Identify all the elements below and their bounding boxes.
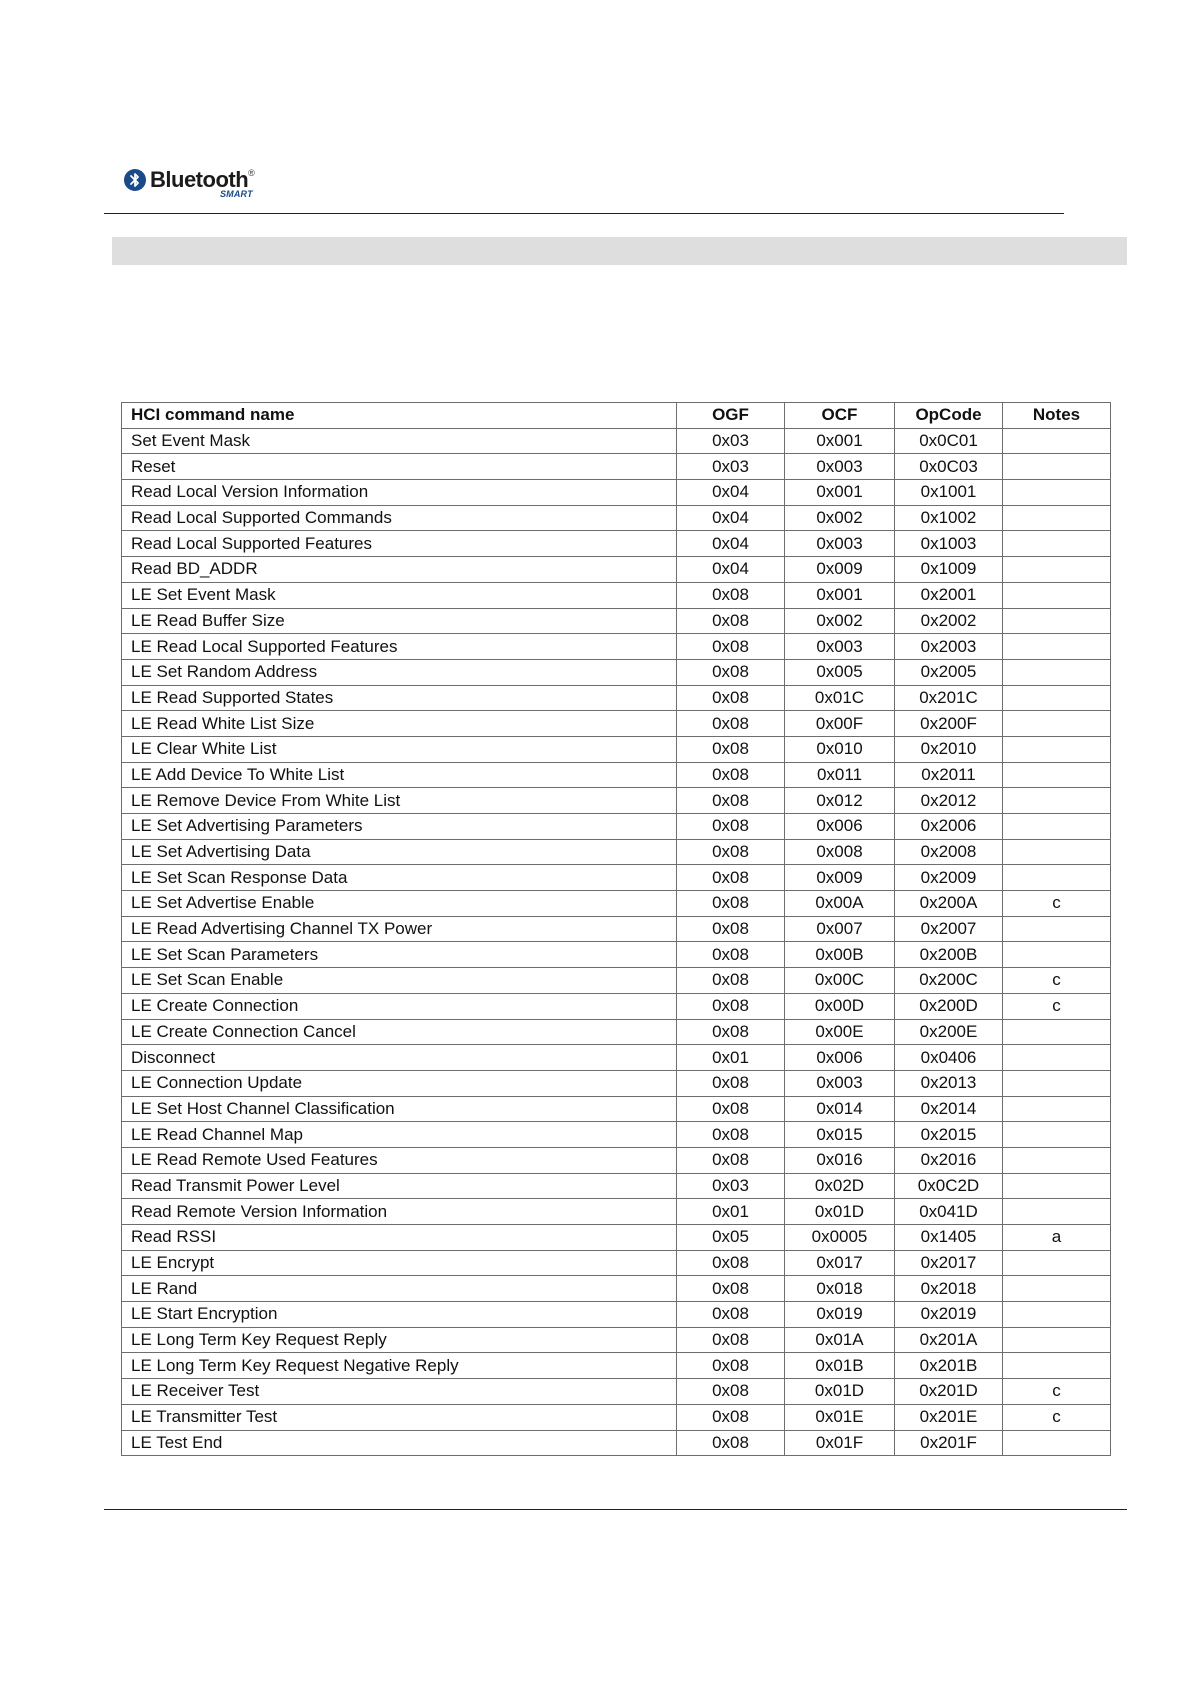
cell-ocf: 0x016 bbox=[785, 1147, 895, 1173]
cell-ogf: 0x08 bbox=[677, 1122, 785, 1148]
table-row bbox=[122, 942, 1111, 968]
cell-ocf: 0x00E bbox=[785, 1019, 895, 1045]
cell-ogf: 0x08 bbox=[677, 1019, 785, 1045]
table-row bbox=[122, 608, 1111, 634]
cell-ogf: 0x04 bbox=[677, 557, 785, 583]
logo-text: Bluetooth bbox=[150, 167, 249, 192]
cell-notes bbox=[1003, 531, 1111, 557]
table-row bbox=[122, 968, 1111, 994]
cell-ocf: 0x003 bbox=[785, 454, 895, 480]
cell-notes bbox=[1003, 736, 1111, 762]
cell-notes bbox=[1003, 1302, 1111, 1328]
table-row bbox=[122, 711, 1111, 737]
cell-ogf: 0x08 bbox=[677, 1430, 785, 1456]
cell-notes bbox=[1003, 454, 1111, 480]
table-row bbox=[122, 1379, 1111, 1405]
cell-command-name: Disconnect bbox=[122, 1045, 677, 1071]
cell-ocf: 0x007 bbox=[785, 916, 895, 942]
cell-notes bbox=[1003, 762, 1111, 788]
cell-notes bbox=[1003, 865, 1111, 891]
cell-ocf: 0x011 bbox=[785, 762, 895, 788]
table-row bbox=[122, 505, 1111, 531]
cell-notes bbox=[1003, 1199, 1111, 1225]
cell-notes bbox=[1003, 942, 1111, 968]
cell-notes bbox=[1003, 788, 1111, 814]
cell-command-name: LE Encrypt bbox=[122, 1250, 677, 1276]
cell-opcode: 0x0C03 bbox=[895, 454, 1003, 480]
header-divider bbox=[104, 213, 1064, 214]
cell-ocf: 0x0005 bbox=[785, 1225, 895, 1251]
cell-notes bbox=[1003, 608, 1111, 634]
cell-opcode: 0x2010 bbox=[895, 736, 1003, 762]
bluetooth-wordmark bbox=[150, 167, 255, 199]
cell-notes bbox=[1003, 1353, 1111, 1379]
table-row bbox=[122, 1173, 1111, 1199]
cell-command-name: LE Set Random Address bbox=[122, 659, 677, 685]
cell-command-name: LE Read Buffer Size bbox=[122, 608, 677, 634]
cell-ocf: 0x01E bbox=[785, 1404, 895, 1430]
cell-ocf: 0x00D bbox=[785, 993, 895, 1019]
cell-opcode: 0x2008 bbox=[895, 839, 1003, 865]
cell-ocf: 0x01A bbox=[785, 1327, 895, 1353]
cell-opcode: 0x1001 bbox=[895, 480, 1003, 506]
cell-command-name: LE Add Device To White List bbox=[122, 762, 677, 788]
section-heading-band bbox=[112, 237, 1127, 265]
cell-notes bbox=[1003, 685, 1111, 711]
cell-notes bbox=[1003, 1147, 1111, 1173]
cell-command-name: LE Set Scan Parameters bbox=[122, 942, 677, 968]
cell-command-name: Read RSSI bbox=[122, 1225, 677, 1251]
cell-opcode: 0x2007 bbox=[895, 916, 1003, 942]
logo-registered-mark: ® bbox=[248, 168, 255, 178]
cell-opcode: 0x201D bbox=[895, 1379, 1003, 1405]
cell-ocf: 0x002 bbox=[785, 608, 895, 634]
cell-command-name: Reset bbox=[122, 454, 677, 480]
cell-opcode: 0x200E bbox=[895, 1019, 1003, 1045]
cell-opcode: 0x0C01 bbox=[895, 428, 1003, 454]
cell-opcode: 0x2003 bbox=[895, 634, 1003, 660]
cell-ogf: 0x08 bbox=[677, 659, 785, 685]
cell-ocf: 0x017 bbox=[785, 1250, 895, 1276]
cell-opcode: 0x201A bbox=[895, 1327, 1003, 1353]
cell-opcode: 0x2016 bbox=[895, 1147, 1003, 1173]
cell-command-name: LE Read Supported States bbox=[122, 685, 677, 711]
cell-ogf: 0x08 bbox=[677, 1250, 785, 1276]
cell-notes bbox=[1003, 1019, 1111, 1045]
cell-command-name: LE Remove Device From White List bbox=[122, 788, 677, 814]
cell-ocf: 0x001 bbox=[785, 480, 895, 506]
cell-command-name: LE Read White List Size bbox=[122, 711, 677, 737]
cell-ogf: 0x08 bbox=[677, 1302, 785, 1328]
cell-ogf: 0x08 bbox=[677, 839, 785, 865]
cell-opcode: 0x2014 bbox=[895, 1096, 1003, 1122]
cell-ocf: 0x003 bbox=[785, 634, 895, 660]
table-row bbox=[122, 1276, 1111, 1302]
cell-ocf: 0x00F bbox=[785, 711, 895, 737]
cell-notes bbox=[1003, 1276, 1111, 1302]
cell-ocf: 0x009 bbox=[785, 865, 895, 891]
cell-opcode: 0x2001 bbox=[895, 582, 1003, 608]
cell-notes bbox=[1003, 480, 1111, 506]
cell-notes bbox=[1003, 1430, 1111, 1456]
cell-command-name: LE Long Term Key Request Negative Reply bbox=[122, 1353, 677, 1379]
table-row bbox=[122, 1045, 1111, 1071]
column-header-name: HCI command name bbox=[122, 403, 677, 429]
table-row bbox=[122, 814, 1111, 840]
table-row bbox=[122, 788, 1111, 814]
cell-notes bbox=[1003, 839, 1111, 865]
table-row bbox=[122, 1327, 1111, 1353]
cell-notes: c bbox=[1003, 1379, 1111, 1405]
cell-ocf: 0x018 bbox=[785, 1276, 895, 1302]
cell-ogf: 0x08 bbox=[677, 1379, 785, 1405]
table-header-row bbox=[122, 403, 1111, 429]
cell-ocf: 0x02D bbox=[785, 1173, 895, 1199]
cell-notes bbox=[1003, 1250, 1111, 1276]
table-row bbox=[122, 916, 1111, 942]
cell-notes: c bbox=[1003, 1404, 1111, 1430]
cell-ocf: 0x012 bbox=[785, 788, 895, 814]
cell-ogf: 0x04 bbox=[677, 480, 785, 506]
cell-notes: a bbox=[1003, 1225, 1111, 1251]
cell-notes bbox=[1003, 582, 1111, 608]
cell-notes bbox=[1003, 505, 1111, 531]
cell-command-name: LE Clear White List bbox=[122, 736, 677, 762]
cell-command-name: LE Set Advertising Parameters bbox=[122, 814, 677, 840]
table-row bbox=[122, 480, 1111, 506]
table-row bbox=[122, 891, 1111, 917]
cell-ogf: 0x08 bbox=[677, 1276, 785, 1302]
cell-command-name: LE Create Connection Cancel bbox=[122, 1019, 677, 1045]
cell-command-name: LE Connection Update bbox=[122, 1070, 677, 1096]
table-row bbox=[122, 634, 1111, 660]
cell-ocf: 0x009 bbox=[785, 557, 895, 583]
cell-ocf: 0x003 bbox=[785, 1070, 895, 1096]
cell-ogf: 0x08 bbox=[677, 1096, 785, 1122]
cell-ocf: 0x01C bbox=[785, 685, 895, 711]
cell-ogf: 0x08 bbox=[677, 608, 785, 634]
table-row bbox=[122, 1404, 1111, 1430]
cell-ogf: 0x08 bbox=[677, 736, 785, 762]
cell-notes bbox=[1003, 916, 1111, 942]
cell-ogf: 0x04 bbox=[677, 531, 785, 557]
cell-opcode: 0x2002 bbox=[895, 608, 1003, 634]
cell-ocf: 0x00C bbox=[785, 968, 895, 994]
cell-command-name: LE Test End bbox=[122, 1430, 677, 1456]
cell-ogf: 0x08 bbox=[677, 711, 785, 737]
cell-ogf: 0x01 bbox=[677, 1199, 785, 1225]
cell-opcode: 0x200C bbox=[895, 968, 1003, 994]
cell-ocf: 0x00B bbox=[785, 942, 895, 968]
cell-notes: c bbox=[1003, 993, 1111, 1019]
table-row bbox=[122, 1302, 1111, 1328]
cell-ogf: 0x08 bbox=[677, 1070, 785, 1096]
cell-command-name: Read Remote Version Information bbox=[122, 1199, 677, 1225]
cell-command-name: Read BD_ADDR bbox=[122, 557, 677, 583]
cell-command-name: LE Read Remote Used Features bbox=[122, 1147, 677, 1173]
cell-command-name: LE Create Connection bbox=[122, 993, 677, 1019]
cell-command-name: Read Local Supported Commands bbox=[122, 505, 677, 531]
cell-opcode: 0x2012 bbox=[895, 788, 1003, 814]
table-row bbox=[122, 1122, 1111, 1148]
cell-notes bbox=[1003, 634, 1111, 660]
cell-opcode: 0x2006 bbox=[895, 814, 1003, 840]
cell-opcode: 0x0406 bbox=[895, 1045, 1003, 1071]
cell-opcode: 0x041D bbox=[895, 1199, 1003, 1225]
table-row bbox=[122, 1147, 1111, 1173]
cell-opcode: 0x1405 bbox=[895, 1225, 1003, 1251]
cell-command-name: LE Set Event Mask bbox=[122, 582, 677, 608]
cell-ocf: 0x01D bbox=[785, 1199, 895, 1225]
cell-notes: c bbox=[1003, 968, 1111, 994]
cell-ogf: 0x08 bbox=[677, 814, 785, 840]
table-row bbox=[122, 531, 1111, 557]
cell-ogf: 0x05 bbox=[677, 1225, 785, 1251]
cell-ocf: 0x003 bbox=[785, 531, 895, 557]
cell-opcode: 0x201F bbox=[895, 1430, 1003, 1456]
cell-command-name: Read Local Supported Features bbox=[122, 531, 677, 557]
cell-command-name: Read Transmit Power Level bbox=[122, 1173, 677, 1199]
table-row bbox=[122, 659, 1111, 685]
table-row bbox=[122, 993, 1111, 1019]
cell-ogf: 0x08 bbox=[677, 1147, 785, 1173]
cell-ocf: 0x014 bbox=[785, 1096, 895, 1122]
cell-opcode: 0x2017 bbox=[895, 1250, 1003, 1276]
cell-opcode: 0x2018 bbox=[895, 1276, 1003, 1302]
cell-command-name: LE Set Scan Response Data bbox=[122, 865, 677, 891]
cell-ocf: 0x002 bbox=[785, 505, 895, 531]
cell-ogf: 0x01 bbox=[677, 1045, 785, 1071]
cell-ogf: 0x08 bbox=[677, 968, 785, 994]
cell-opcode: 0x200F bbox=[895, 711, 1003, 737]
cell-ogf: 0x08 bbox=[677, 788, 785, 814]
cell-notes bbox=[1003, 1173, 1111, 1199]
cell-ocf: 0x010 bbox=[785, 736, 895, 762]
column-header-ocf: OCF bbox=[785, 403, 895, 429]
cell-opcode: 0x200B bbox=[895, 942, 1003, 968]
cell-ocf: 0x006 bbox=[785, 814, 895, 840]
cell-ocf: 0x001 bbox=[785, 582, 895, 608]
column-header-notes: Notes bbox=[1003, 403, 1111, 429]
cell-ogf: 0x03 bbox=[677, 428, 785, 454]
table-row bbox=[122, 582, 1111, 608]
cell-command-name: Read Local Version Information bbox=[122, 480, 677, 506]
footer-divider bbox=[104, 1509, 1127, 1510]
cell-opcode: 0x2019 bbox=[895, 1302, 1003, 1328]
cell-opcode: 0x2015 bbox=[895, 1122, 1003, 1148]
logo-subtitle: SMART bbox=[219, 189, 253, 199]
cell-command-name: LE Set Host Channel Classification bbox=[122, 1096, 677, 1122]
cell-ogf: 0x08 bbox=[677, 993, 785, 1019]
cell-ogf: 0x08 bbox=[677, 685, 785, 711]
cell-ocf: 0x006 bbox=[785, 1045, 895, 1071]
cell-opcode: 0x201C bbox=[895, 685, 1003, 711]
table-row bbox=[122, 1019, 1111, 1045]
cell-opcode: 0x200A bbox=[895, 891, 1003, 917]
table-row bbox=[122, 865, 1111, 891]
cell-ocf: 0x01D bbox=[785, 1379, 895, 1405]
table-row bbox=[122, 1225, 1111, 1251]
table-row bbox=[122, 1070, 1111, 1096]
cell-command-name: LE Rand bbox=[122, 1276, 677, 1302]
bluetooth-icon bbox=[124, 169, 146, 191]
table-row bbox=[122, 1353, 1111, 1379]
cell-notes bbox=[1003, 1096, 1111, 1122]
cell-ogf: 0x04 bbox=[677, 505, 785, 531]
cell-opcode: 0x2009 bbox=[895, 865, 1003, 891]
cell-command-name: Set Event Mask bbox=[122, 428, 677, 454]
cell-ogf: 0x08 bbox=[677, 582, 785, 608]
cell-notes bbox=[1003, 1122, 1111, 1148]
cell-ocf: 0x001 bbox=[785, 428, 895, 454]
cell-command-name: LE Read Local Supported Features bbox=[122, 634, 677, 660]
cell-ocf: 0x01F bbox=[785, 1430, 895, 1456]
table-row bbox=[122, 685, 1111, 711]
table-row bbox=[122, 736, 1111, 762]
cell-ocf: 0x00A bbox=[785, 891, 895, 917]
cell-command-name: LE Start Encryption bbox=[122, 1302, 677, 1328]
table-row bbox=[122, 454, 1111, 480]
table-row bbox=[122, 1250, 1111, 1276]
hci-command-table bbox=[121, 402, 1111, 1456]
cell-notes: c bbox=[1003, 891, 1111, 917]
cell-ogf: 0x08 bbox=[677, 942, 785, 968]
cell-ogf: 0x08 bbox=[677, 1404, 785, 1430]
cell-notes bbox=[1003, 711, 1111, 737]
cell-opcode: 0x1003 bbox=[895, 531, 1003, 557]
cell-ogf: 0x08 bbox=[677, 1353, 785, 1379]
cell-opcode: 0x201E bbox=[895, 1404, 1003, 1430]
cell-command-name: LE Set Advertise Enable bbox=[122, 891, 677, 917]
cell-opcode: 0x200D bbox=[895, 993, 1003, 1019]
column-header-opcode: OpCode bbox=[895, 403, 1003, 429]
cell-ogf: 0x08 bbox=[677, 1327, 785, 1353]
bluetooth-logo bbox=[124, 168, 255, 200]
table-row bbox=[122, 1199, 1111, 1225]
cell-notes bbox=[1003, 814, 1111, 840]
cell-command-name: LE Transmitter Test bbox=[122, 1404, 677, 1430]
cell-ogf: 0x08 bbox=[677, 891, 785, 917]
cell-notes bbox=[1003, 659, 1111, 685]
cell-notes bbox=[1003, 428, 1111, 454]
cell-notes bbox=[1003, 557, 1111, 583]
cell-ogf: 0x08 bbox=[677, 762, 785, 788]
cell-ocf: 0x019 bbox=[785, 1302, 895, 1328]
table-row bbox=[122, 762, 1111, 788]
cell-ocf: 0x015 bbox=[785, 1122, 895, 1148]
cell-opcode: 0x201B bbox=[895, 1353, 1003, 1379]
cell-notes bbox=[1003, 1327, 1111, 1353]
cell-ogf: 0x08 bbox=[677, 916, 785, 942]
table-row bbox=[122, 839, 1111, 865]
cell-command-name: LE Set Scan Enable bbox=[122, 968, 677, 994]
column-header-ogf: OGF bbox=[677, 403, 785, 429]
cell-command-name: LE Receiver Test bbox=[122, 1379, 677, 1405]
table-row bbox=[122, 1430, 1111, 1456]
table-row bbox=[122, 428, 1111, 454]
cell-ocf: 0x005 bbox=[785, 659, 895, 685]
cell-opcode: 0x2011 bbox=[895, 762, 1003, 788]
cell-ocf: 0x008 bbox=[785, 839, 895, 865]
cell-opcode: 0x1002 bbox=[895, 505, 1003, 531]
cell-notes bbox=[1003, 1045, 1111, 1071]
cell-ogf: 0x08 bbox=[677, 634, 785, 660]
cell-opcode: 0x2013 bbox=[895, 1070, 1003, 1096]
cell-ocf: 0x01B bbox=[785, 1353, 895, 1379]
cell-command-name: LE Set Advertising Data bbox=[122, 839, 677, 865]
table-row bbox=[122, 1096, 1111, 1122]
cell-command-name: LE Read Channel Map bbox=[122, 1122, 677, 1148]
cell-opcode: 0x2005 bbox=[895, 659, 1003, 685]
cell-command-name: LE Read Advertising Channel TX Power bbox=[122, 916, 677, 942]
cell-notes bbox=[1003, 1070, 1111, 1096]
cell-opcode: 0x1009 bbox=[895, 557, 1003, 583]
cell-ogf: 0x08 bbox=[677, 865, 785, 891]
cell-ogf: 0x03 bbox=[677, 1173, 785, 1199]
table-row bbox=[122, 557, 1111, 583]
cell-opcode: 0x0C2D bbox=[895, 1173, 1003, 1199]
cell-ogf: 0x03 bbox=[677, 454, 785, 480]
cell-command-name: LE Long Term Key Request Reply bbox=[122, 1327, 677, 1353]
